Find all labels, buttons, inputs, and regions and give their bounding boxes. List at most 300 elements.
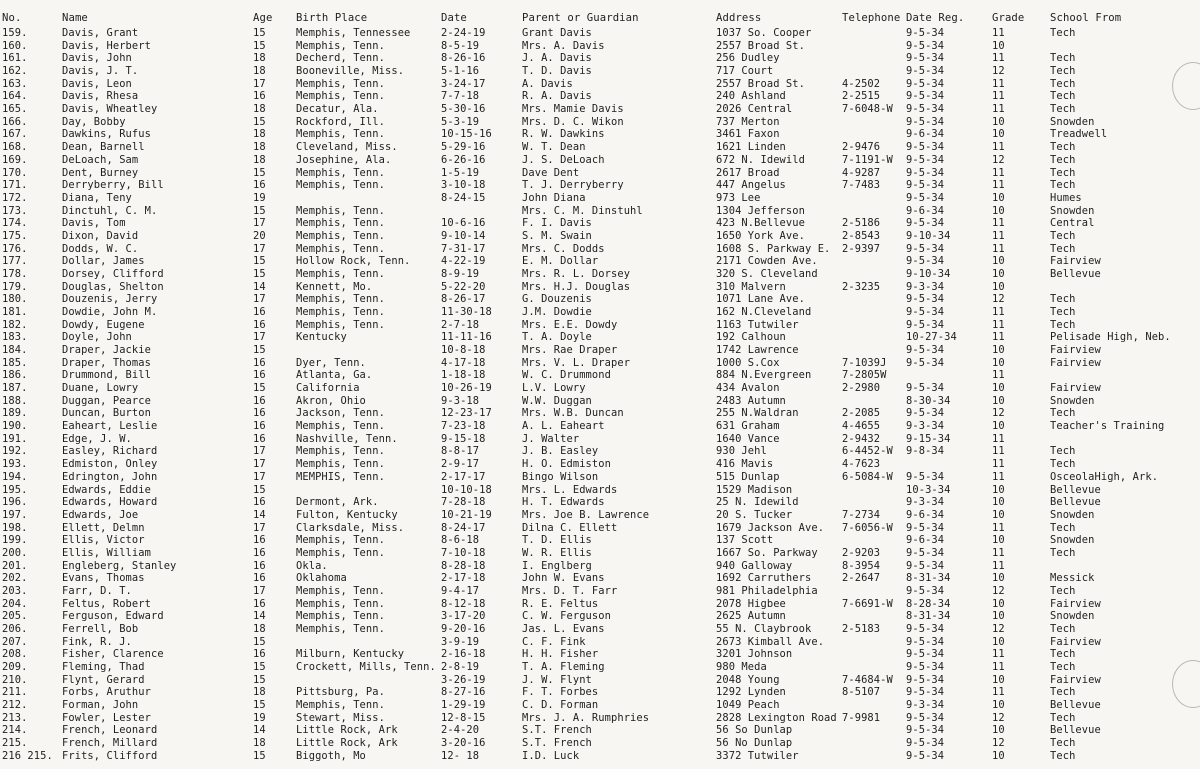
birth-date-cell: 7-28-18: [441, 496, 486, 509]
birth-place-cell: Memphis, Tenn.: [296, 293, 385, 306]
row-number-cell: 163.: [2, 77, 28, 90]
school-from-cell: Snowden: [1050, 394, 1095, 407]
address-cell: 2483 Autumn: [716, 394, 786, 407]
birth-place-cell: Memphis, Tenn.: [296, 597, 385, 610]
address-cell: 2673 Kimball Ave.: [716, 635, 825, 648]
parent-guardian-cell: E. M. Dollar: [522, 255, 599, 268]
date-registered-cell: 9-3-34: [906, 420, 945, 433]
student-name-cell: Engleberg, Stanley: [62, 559, 177, 572]
row-number-cell: 178.: [2, 267, 28, 280]
age-cell: 15: [253, 661, 266, 673]
birth-date-cell: 3-17-20: [441, 610, 486, 623]
parent-guardian-cell: F. T. Forbes: [522, 686, 599, 699]
telephone-cell: 6-5084-W: [842, 470, 893, 483]
student-name-cell: Dean, Barnell: [62, 141, 145, 154]
school-from-cell: Fairview: [1050, 673, 1101, 686]
address-cell: 1679 Jackson Ave.: [716, 521, 825, 534]
birth-date-cell: 8-26-17: [441, 293, 486, 306]
birth-place-cell: Biggoth, Mo: [296, 749, 366, 762]
student-name-cell: French, Millard: [62, 737, 158, 750]
age-cell: 16: [253, 356, 266, 369]
parent-guardian-cell: Mrs. C. Dodds: [522, 242, 605, 255]
birth-place-cell: Memphis, Tenn.: [296, 610, 385, 623]
age-cell: 17: [253, 584, 266, 597]
row-number-cell: 198.: [2, 521, 28, 534]
address-cell: 1163 Tutwiler: [716, 318, 799, 331]
row-number-cell: 197.: [2, 508, 28, 521]
row-number-cell: 167.: [2, 128, 28, 141]
parent-guardian-cell: J.M. Dowdie: [522, 306, 592, 318]
age-cell: 16: [253, 394, 266, 407]
grade-cell: 10: [992, 128, 1005, 141]
student-name-cell: Duncan, Burton: [62, 407, 151, 420]
birth-place-cell: Memphis, Tenn.: [296, 39, 385, 52]
age-cell: 16: [253, 179, 266, 192]
birth-place-cell: Memphis, Tenn.: [296, 699, 385, 711]
age-cell: 18: [253, 65, 266, 77]
row-number-cell: 159.: [2, 27, 28, 39]
telephone-cell: 2-2515: [842, 90, 881, 103]
student-name-cell: Dollar, James: [62, 255, 145, 268]
age-cell: 18: [253, 128, 266, 141]
telephone-cell: 2-9432: [842, 432, 881, 445]
parent-guardian-cell: T. D. Ellis: [522, 534, 592, 547]
student-name-cell: Drummond, Bill: [62, 369, 151, 382]
student-name-cell: Davis, Rhesa: [62, 90, 139, 103]
grade-cell: 10: [992, 267, 1005, 280]
birth-place-cell: Clarksdale, Miss.: [296, 521, 405, 534]
header-parent: Parent or Guardian: [522, 12, 639, 24]
date-registered-cell: 8-31-34: [906, 572, 951, 585]
parent-guardian-cell: W. C. Drummond: [522, 369, 611, 382]
school-from-cell: Bellevue: [1050, 267, 1101, 280]
address-cell: 631 Graham: [716, 420, 780, 433]
school-from-cell: Fairview: [1050, 635, 1101, 648]
address-cell: 2617 Broad: [716, 166, 780, 179]
school-from-cell: Bellevue: [1050, 496, 1101, 509]
school-from-cell: Pelisade High, Neb.: [1050, 331, 1171, 344]
school-from-cell: Snowden: [1050, 508, 1095, 521]
age-cell: 15: [253, 344, 266, 356]
telephone-cell: 2-2647: [842, 572, 881, 585]
school-from-cell: Fairview: [1050, 255, 1101, 268]
age-cell: 17: [253, 458, 266, 471]
birth-place-cell: Little Rock, Ark: [296, 737, 398, 750]
birth-place-cell: Memphis, Tenn.: [296, 166, 385, 179]
header-name: Name: [62, 12, 88, 24]
row-number-cell: 160.: [2, 39, 28, 52]
address-cell: 416 Mavis: [716, 458, 774, 471]
birth-date-cell: 4-22-19: [441, 255, 486, 268]
grade-cell: 10: [992, 610, 1005, 623]
address-cell: 1292 Lynden: [716, 686, 786, 699]
row-number-cell: 194.: [2, 470, 28, 483]
school-from-cell: Tech: [1050, 686, 1076, 699]
parent-guardian-cell: Mrs. D. T. Farr: [522, 584, 618, 597]
student-name-cell: Edwards, Howard: [62, 496, 158, 509]
birth-date-cell: 1-29-19: [441, 699, 486, 711]
student-name-cell: Dixon, David: [62, 229, 139, 242]
address-cell: 2171 Cowden Ave.: [716, 255, 818, 268]
date-registered-cell: 9-6-34: [906, 534, 945, 547]
grade-cell: 11: [992, 470, 1005, 483]
address-cell: 1742 Lawrence: [716, 344, 799, 356]
student-name-cell: French, Leonard: [62, 724, 158, 737]
date-registered-cell: 9-5-34: [906, 407, 945, 420]
row-number-cell: 179.: [2, 280, 28, 293]
date-registered-cell: 9-5-34: [906, 521, 945, 534]
telephone-cell: 7-1191-W: [842, 153, 893, 166]
school-from-cell: Tech: [1050, 27, 1076, 39]
birth-date-cell: 8-9-19: [441, 267, 480, 280]
grade-cell: 12: [992, 623, 1005, 635]
birth-date-cell: 10-26-19: [441, 382, 492, 394]
school-from-cell: Fairview: [1050, 382, 1101, 394]
age-cell: 15: [253, 27, 266, 39]
school-from-cell: Tech: [1050, 711, 1076, 724]
address-cell: 434 Avalon: [716, 382, 780, 394]
row-number-cell: 202.: [2, 572, 28, 585]
age-cell: 15: [253, 115, 266, 128]
birth-date-cell: 4-17-18: [441, 356, 486, 369]
grade-cell: 10: [992, 724, 1005, 737]
date-registered-cell: 9-5-34: [906, 749, 945, 762]
school-from-cell: Snowden: [1050, 115, 1095, 128]
header-date-reg: Date Reg.: [906, 12, 965, 24]
header-grade: Grade: [992, 12, 1025, 24]
address-cell: 1667 So. Parkway: [716, 546, 818, 559]
school-from-cell: Tech: [1050, 65, 1076, 77]
telephone-cell: 4-7623: [842, 458, 881, 471]
row-number-cell: 201.: [2, 559, 28, 572]
date-registered-cell: 9-5-34: [906, 52, 945, 65]
birth-place-cell: Okla.: [296, 559, 328, 572]
age-cell: 16: [253, 432, 266, 445]
student-name-cell: Forbs, Aruthur: [62, 686, 151, 699]
student-name-cell: Davis, John: [62, 52, 132, 65]
student-name-cell: Ellis, Victor: [62, 534, 145, 547]
row-number-cell: 213.: [2, 711, 28, 724]
telephone-cell: 7-4684-W: [842, 673, 893, 686]
header-age: Age: [253, 12, 273, 24]
grade-cell: 10: [992, 280, 1005, 293]
birth-place-cell: Memphis, Tenn.: [296, 306, 385, 318]
student-name-cell: Easley, Richard: [62, 445, 158, 458]
parent-guardian-cell: T. D. Davis: [522, 65, 592, 77]
grade-cell: 10: [992, 39, 1005, 52]
row-number-cell: 187.: [2, 382, 28, 394]
row-number-cell: 199.: [2, 534, 28, 547]
address-cell: 1650 York Ave.: [716, 229, 805, 242]
birth-date-cell: 12-23-17: [441, 407, 492, 420]
student-name-cell: Draper, Jackie: [62, 344, 151, 356]
school-from-cell: Humes: [1050, 191, 1082, 204]
school-from-cell: Snowden: [1050, 204, 1095, 217]
birth-date-cell: 7-31-17: [441, 242, 486, 255]
parent-guardian-cell: A. L. Eaheart: [522, 420, 605, 433]
student-name-cell: Fleming, Thad: [62, 661, 145, 673]
row-number-cell: 210.: [2, 673, 28, 686]
parent-guardian-cell: Mrs. E.E. Dowdy: [522, 318, 618, 331]
student-name-cell: Davis, Tom: [62, 217, 126, 230]
telephone-cell: 7-7483: [842, 179, 881, 192]
row-number-cell: 186.: [2, 369, 28, 382]
grade-cell: 10: [992, 699, 1005, 711]
school-from-cell: Snowden: [1050, 534, 1095, 547]
date-registered-cell: 9-5-34: [906, 179, 945, 192]
student-name-cell: Douglas, Shelton: [62, 280, 164, 293]
birth-place-cell: Memphis, Tenn.: [296, 204, 385, 217]
row-number-cell: 176.: [2, 242, 28, 255]
birth-date-cell: 10-8-18: [441, 344, 486, 356]
parent-guardian-cell: Mrs. L. Edwards: [522, 483, 618, 496]
parent-guardian-cell: W.W. Duggan: [522, 394, 592, 407]
student-name-cell: Forman, John: [62, 699, 139, 711]
address-cell: 981 Philadelphia: [716, 584, 818, 597]
row-number-cell: 168.: [2, 141, 28, 154]
student-name-cell: Ferrell, Bob: [62, 623, 139, 635]
birth-date-cell: 1-5-19: [441, 166, 480, 179]
grade-cell: 11: [992, 229, 1005, 242]
header-birth-place: Birth Place: [296, 12, 368, 24]
birth-place-cell: Memphis, Tenn.: [296, 179, 385, 192]
birth-place-cell: Nashville, Tenn.: [296, 432, 398, 445]
parent-guardian-cell: John W. Evans: [522, 572, 605, 585]
telephone-cell: 7-6056-W: [842, 521, 893, 534]
header-address: Address: [716, 12, 762, 24]
telephone-cell: 2-8543: [842, 229, 881, 242]
age-cell: 19: [253, 711, 266, 724]
parent-guardian-cell: S.T. French: [522, 724, 592, 737]
parent-guardian-cell: R. A. Davis: [522, 90, 592, 103]
parent-guardian-cell: W. T. Dean: [522, 141, 586, 154]
grade-cell: 10: [992, 204, 1005, 217]
date-registered-cell: 9-5-34: [906, 470, 945, 483]
header-date: Date: [441, 12, 467, 24]
student-name-cell: Farr, D. T.: [62, 584, 132, 597]
parent-guardian-cell: L.V. Lowry: [522, 382, 586, 394]
student-name-cell: Dowdie, John M.: [62, 306, 158, 318]
student-name-cell: Dawkins, Rufus: [62, 128, 151, 141]
date-registered-cell: 9-5-34: [906, 318, 945, 331]
student-name-cell: Ellis, William: [62, 546, 151, 559]
age-cell: 16: [253, 546, 266, 559]
birth-place-cell: Decherd, Tenn.: [296, 52, 385, 65]
age-cell: 16: [253, 496, 266, 509]
birth-date-cell: 9-3-18: [441, 394, 480, 407]
birth-date-cell: 10-10-18: [441, 483, 492, 496]
row-number-cell: 173.: [2, 204, 28, 217]
school-from-cell: Tech: [1050, 458, 1076, 471]
birth-place-cell: Decatur, Ala.: [296, 103, 379, 116]
school-from-cell: Tech: [1050, 90, 1076, 103]
school-from-cell: Tech: [1050, 293, 1076, 306]
date-registered-cell: 9-5-34: [906, 255, 945, 268]
birth-place-cell: Josephine, Ala.: [296, 153, 392, 166]
birth-date-cell: 12-8-15: [441, 711, 486, 724]
school-from-cell: Tech: [1050, 166, 1076, 179]
parent-guardian-cell: C. F. Fink: [522, 635, 586, 648]
birth-place-cell: Oklahoma: [296, 572, 347, 585]
birth-date-cell: 5-3-19: [441, 115, 480, 128]
date-registered-cell: 9-5-34: [906, 77, 945, 90]
date-registered-cell: 9-3-34: [906, 496, 945, 509]
address-cell: 25 N. Idewild: [716, 496, 799, 509]
student-name-cell: Flynt, Gerard: [62, 673, 145, 686]
student-name-cell: Duane, Lowry: [62, 382, 139, 394]
telephone-cell: 2-9476: [842, 141, 881, 154]
grade-cell: 11: [992, 103, 1005, 116]
birth-place-cell: Dermont, Ark.: [296, 496, 379, 509]
parent-guardian-cell: Mrs. R. L. Dorsey: [522, 267, 631, 280]
school-from-cell: Tech: [1050, 584, 1076, 597]
row-number-cell: 195.: [2, 483, 28, 496]
row-number-cell: 165.: [2, 103, 28, 116]
birth-date-cell: 3-26-19: [441, 673, 486, 686]
birth-place-cell: Memphis, Tenn.: [296, 546, 385, 559]
birth-date-cell: 2-17-18: [441, 572, 486, 585]
address-cell: 3372 Tutwiler: [716, 749, 799, 762]
date-registered-cell: 9-5-34: [906, 623, 945, 635]
age-cell: 18: [253, 623, 266, 635]
parent-guardian-cell: J. S. DeLoach: [522, 153, 605, 166]
address-cell: 2078 Higbee: [716, 597, 786, 610]
address-cell: 672 N. Idewild: [716, 153, 805, 166]
school-from-cell: Tech: [1050, 749, 1076, 762]
age-cell: 16: [253, 572, 266, 585]
birth-place-cell: Memphis, Tenn.: [296, 77, 385, 90]
student-name-cell: Davis, Grant: [62, 27, 139, 39]
row-number-cell: 205.: [2, 610, 28, 623]
date-registered-cell: 9-3-34: [906, 280, 945, 293]
birth-date-cell: 8-24-17: [441, 521, 486, 534]
grade-cell: 11: [992, 661, 1005, 673]
row-number-cell: 190.: [2, 420, 28, 433]
birth-date-cell: 2-24-19: [441, 27, 486, 39]
parent-guardian-cell: R. E. Feltus: [522, 597, 599, 610]
grade-cell: 11: [992, 521, 1005, 534]
parent-guardian-cell: Mrs. Rae Draper: [522, 344, 618, 356]
age-cell: 15: [253, 204, 266, 217]
birth-place-cell: Kentucky: [296, 331, 347, 344]
grade-cell: 11: [992, 432, 1005, 445]
school-from-cell: Tech: [1050, 77, 1076, 90]
school-from-cell: Fairview: [1050, 597, 1101, 610]
grade-cell: 12: [992, 153, 1005, 166]
birth-date-cell: 10-6-16: [441, 217, 486, 230]
birth-date-cell: 9-20-16: [441, 623, 486, 635]
date-registered-cell: 9-5-34: [906, 242, 945, 255]
student-name-cell: Eaheart, Leslie: [62, 420, 158, 433]
student-name-cell: Feltus, Robert: [62, 597, 151, 610]
row-number-cell: 174.: [2, 217, 28, 230]
birth-date-cell: 3-9-19: [441, 635, 480, 648]
grade-cell: 10: [992, 344, 1005, 356]
row-number-cell: 216 215.: [2, 749, 53, 762]
age-cell: 17: [253, 217, 266, 230]
telephone-cell: 2-2085: [842, 407, 881, 420]
birth-place-cell: Dyer, Tenn.: [296, 356, 366, 369]
student-name-cell: Duggan, Pearce: [62, 394, 151, 407]
row-number-cell: 206.: [2, 623, 28, 635]
telephone-cell: 7-2805W: [842, 369, 887, 382]
school-from-cell: Fairview: [1050, 356, 1101, 369]
age-cell: 16: [253, 648, 266, 661]
school-from-cell: Bellevue: [1050, 724, 1101, 737]
row-number-cell: 175.: [2, 229, 28, 242]
date-registered-cell: 9-5-34: [906, 673, 945, 686]
age-cell: 15: [253, 749, 266, 762]
birth-place-cell: California: [296, 382, 360, 394]
grade-cell: 10: [992, 597, 1005, 610]
birth-place-cell: Stewart, Miss.: [296, 711, 385, 724]
grade-cell: 12: [992, 711, 1005, 724]
date-registered-cell: 9-5-34: [906, 356, 945, 369]
birth-place-cell: Memphis, Tenn.: [296, 217, 385, 230]
school-from-cell: Tech: [1050, 407, 1076, 420]
telephone-cell: 2-5183: [842, 623, 881, 635]
parent-guardian-cell: Grant Davis: [522, 27, 592, 39]
date-registered-cell: 9-10-34: [906, 267, 951, 280]
telephone-cell: 4-4655: [842, 420, 881, 433]
date-registered-cell: 10-27-34: [906, 331, 957, 344]
parent-guardian-cell: John Diana: [522, 191, 586, 204]
parent-guardian-cell: F. I. Davis: [522, 217, 592, 230]
telephone-cell: 7-6048-W: [842, 103, 893, 116]
school-from-cell: Teacher's Training: [1050, 420, 1165, 433]
date-registered-cell: 9-5-34: [906, 382, 945, 394]
parent-guardian-cell: C. W. Ferguson: [522, 610, 611, 623]
grade-cell: 11: [992, 141, 1005, 154]
grade-cell: 11: [992, 648, 1005, 661]
student-name-cell: Dorsey, Clifford: [62, 267, 164, 280]
grade-cell: 11: [992, 559, 1005, 572]
parent-guardian-cell: Mrs. H.J. Douglas: [522, 280, 631, 293]
parent-guardian-cell: Mrs. C. M. Dinstuhl: [522, 204, 643, 217]
birth-place-cell: Memphis, Tenn.: [296, 584, 385, 597]
student-name-cell: Ellett, Delmn: [62, 521, 145, 534]
birth-place-cell: Rockford, Ill.: [296, 115, 385, 128]
parent-guardian-cell: Mrs. J. A. Rumphries: [522, 711, 650, 724]
address-cell: 930 Jehl: [716, 445, 767, 458]
address-cell: 1000 S.Cox: [716, 356, 780, 369]
row-number-cell: 172.: [2, 191, 28, 204]
row-number-cell: 188.: [2, 394, 28, 407]
school-from-cell: Tech: [1050, 141, 1076, 154]
date-registered-cell: 9-6-34: [906, 128, 945, 141]
parent-guardian-cell: Mrs. Mamie Davis: [522, 103, 624, 116]
date-registered-cell: 8-31-34: [906, 610, 951, 623]
parent-guardian-cell: R. W. Dawkins: [522, 128, 605, 141]
telephone-cell: 2-2980: [842, 382, 881, 394]
birth-date-cell: 8-12-18: [441, 597, 486, 610]
row-number-cell: 180.: [2, 293, 28, 306]
row-number-cell: 161.: [2, 52, 28, 65]
telephone-cell: 7-6691-W: [842, 597, 893, 610]
grade-cell: 11: [992, 331, 1005, 344]
grade-cell: 10: [992, 496, 1005, 509]
header-row: [0, 11, 1200, 25]
age-cell: 18: [253, 737, 266, 750]
birth-place-cell: Memphis, Tenn.: [296, 534, 385, 547]
age-cell: 15: [253, 255, 266, 268]
birth-date-cell: 2-9-17: [441, 458, 480, 471]
parent-guardian-cell: Mrs. V. L. Draper: [522, 356, 631, 369]
address-cell: 973 Lee: [716, 191, 761, 204]
grade-cell: 10: [992, 534, 1005, 547]
address-cell: 1071 Lane Ave.: [716, 293, 805, 306]
school-from-cell: Treadwell: [1050, 128, 1108, 141]
